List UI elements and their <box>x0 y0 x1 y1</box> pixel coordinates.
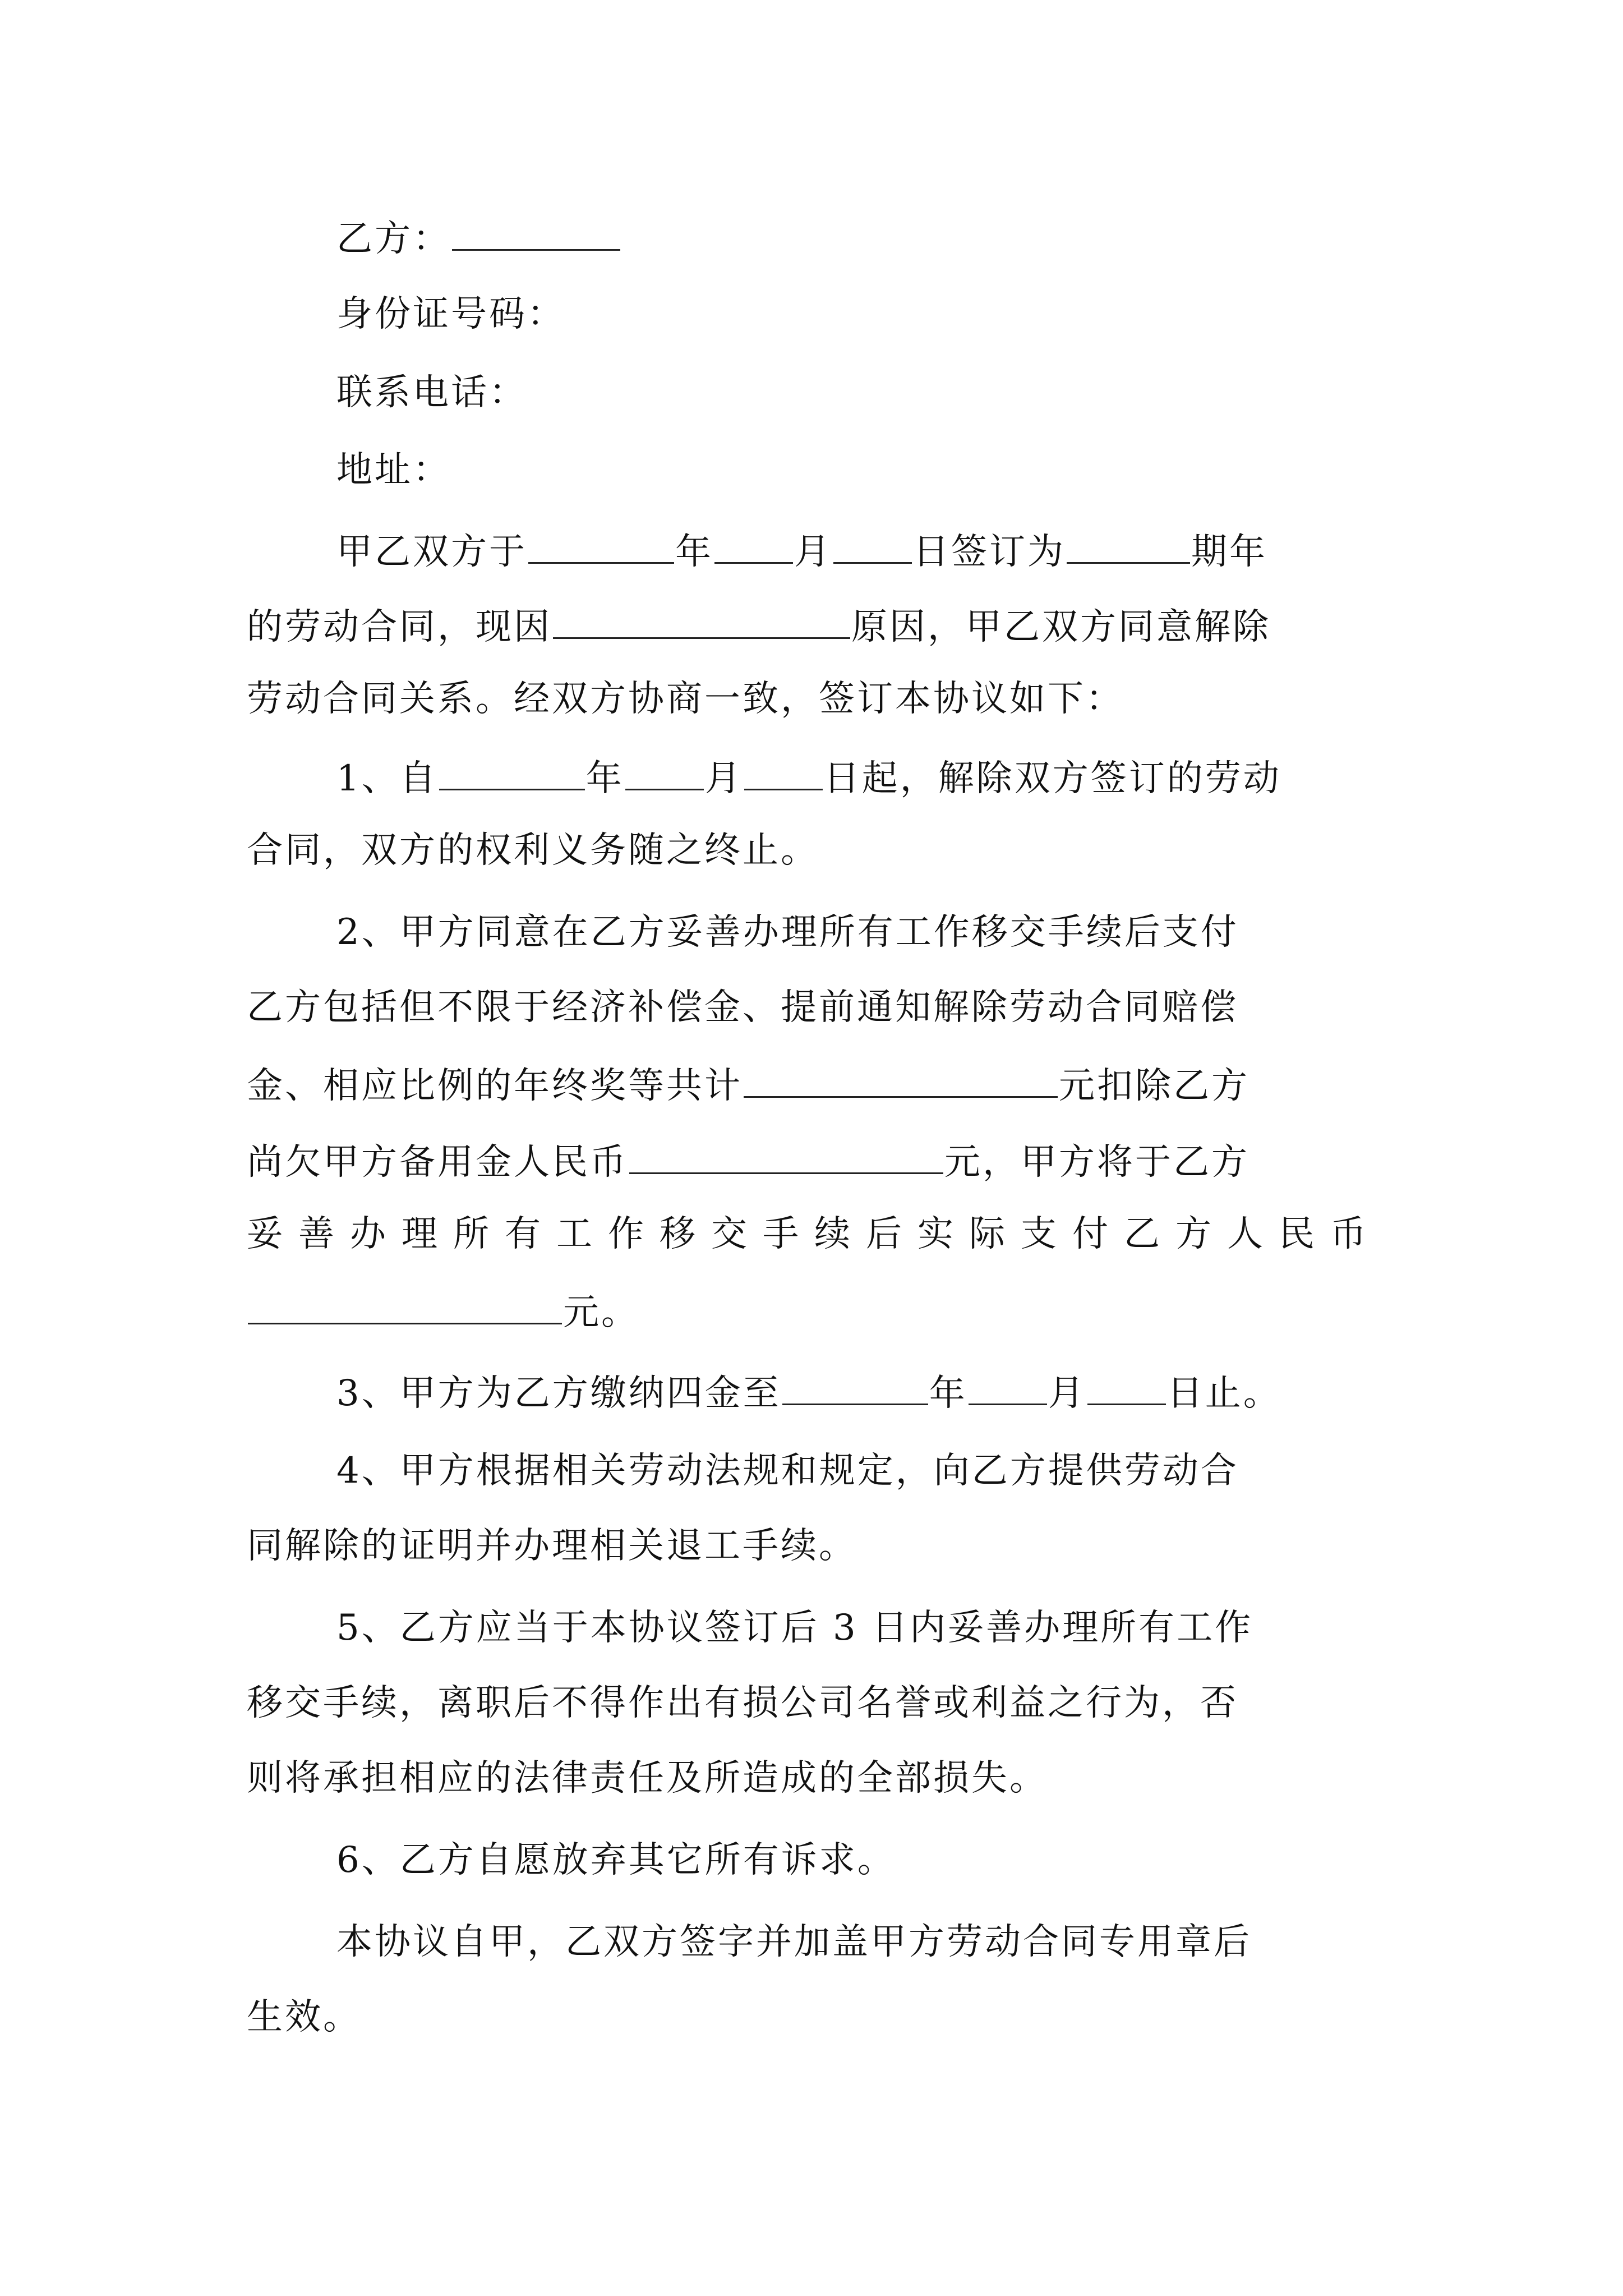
party-b-label: 乙方： <box>336 218 451 260</box>
item6-text: 6、乙方自愿放弃其它所有诉求。 <box>336 1839 896 1881</box>
party-b-line <box>336 218 621 260</box>
item1-text: 1、自 <box>336 758 438 799</box>
item1-text: 合同，双方的权利义务随之终止。 <box>247 830 819 871</box>
month-blank <box>625 757 704 790</box>
item2-line-5 <box>247 1213 1382 1255</box>
year-blank <box>439 757 585 790</box>
address-line <box>336 449 451 491</box>
month-blank <box>969 1372 1047 1405</box>
closing-line-1 <box>336 1921 1252 1963</box>
intro-text: 甲乙双方于 <box>336 531 527 573</box>
intro-text: 日签订为 <box>913 531 1066 573</box>
day-blank <box>833 531 912 564</box>
item1-text: 日起，解除双方签订的劳动 <box>823 758 1281 799</box>
item2-text: 2、甲方同意在乙方妥善办理所有工作移交手续后支付 <box>336 912 1239 953</box>
phone-line <box>336 372 527 413</box>
closing-text: 生效。 <box>247 1996 361 2038</box>
item2-text: 乙方包括但不限于经济补偿金、提前通知解除劳动合同赔偿 <box>247 987 1238 1028</box>
item3-text: 3、甲方为乙方缴纳四金至 <box>336 1373 781 1414</box>
intro-line-2 <box>247 606 1271 648</box>
intro-text: 期年 <box>1191 531 1267 573</box>
item5-text: 5、乙方应当于本协议签订后 3 日内妥善办理所有工作 <box>336 1607 1253 1649</box>
item2-line-6 <box>247 1291 639 1331</box>
item2-text: 金、相应比例的年终奖等共计 <box>247 1065 743 1107</box>
item1-line-2 <box>247 830 819 871</box>
item4-line-1 <box>336 1450 1239 1492</box>
item2-line-3 <box>247 1065 1249 1107</box>
petty-cash-blank <box>629 1141 943 1174</box>
item3-text: 月 <box>1048 1373 1086 1414</box>
intro-text: 劳动合同关系。经双方协商一致，签订本协议如下： <box>247 678 1124 720</box>
item2-text: 元，甲方将于乙方 <box>944 1142 1249 1183</box>
id-number-line <box>336 293 565 335</box>
address-label: 地址： <box>336 449 451 491</box>
year-blank <box>528 531 674 564</box>
item1-line-1 <box>336 757 1281 797</box>
term-blank <box>1067 531 1190 564</box>
total-amount-blank <box>744 1065 1058 1098</box>
item5-text: 移交手续，离职后不得作出有损公司名誉或利益之行为，否 <box>247 1682 1238 1724</box>
item2-text: 妥善办理所有工作移交手续后实际支付乙方人民币 <box>247 1213 1382 1255</box>
intro-line-1 <box>336 531 1267 573</box>
item2-line-2 <box>247 987 1238 1028</box>
day-blank <box>1087 1372 1166 1405</box>
item1-text: 年 <box>585 758 624 799</box>
item2-line-4 <box>247 1141 1249 1183</box>
item3-line <box>336 1372 1281 1414</box>
closing-text: 本协议自甲，乙双方签字并加盖甲方劳动合同专用章后 <box>336 1921 1252 1963</box>
item4-text: 4、甲方根据相关劳动法规和规定，向乙方提供劳动合 <box>336 1450 1239 1492</box>
item5-line-1 <box>336 1607 1253 1649</box>
intro-line-3 <box>247 678 1124 720</box>
party-b-blank <box>452 218 620 251</box>
intro-text: 原因，甲乙双方同意解除 <box>851 606 1271 648</box>
item2-text: 元扣除乙方 <box>1059 1065 1249 1107</box>
item5-line-2 <box>247 1682 1238 1724</box>
item4-text: 同解除的证明并办理相关退工手续。 <box>247 1525 857 1567</box>
actual-payment-blank <box>248 1291 562 1324</box>
item2-text: 尚欠甲方备用金人民币 <box>247 1142 628 1183</box>
reason-blank <box>553 606 850 639</box>
closing-line-2 <box>247 1996 361 2038</box>
item6-line <box>336 1839 896 1881</box>
id-number-label: 身份证号码： <box>336 293 565 335</box>
intro-text: 年 <box>675 531 713 573</box>
intro-text: 的劳动合同，现因 <box>247 606 552 648</box>
item5-line-3 <box>247 1757 1048 1799</box>
intro-text: 月 <box>794 531 832 573</box>
item5-text: 则将承担相应的法律责任及所造成的全部损失。 <box>247 1757 1048 1799</box>
month-blank <box>714 531 793 564</box>
item2-text: 元。 <box>563 1292 639 1333</box>
item3-text: 日止。 <box>1166 1373 1281 1414</box>
year-blank <box>782 1372 928 1405</box>
item3-text: 年 <box>929 1373 967 1414</box>
phone-label: 联系电话： <box>336 372 527 413</box>
item1-text: 月 <box>704 758 743 799</box>
day-blank <box>744 757 823 790</box>
item4-line-2 <box>247 1525 857 1567</box>
item2-line-1 <box>336 912 1239 953</box>
